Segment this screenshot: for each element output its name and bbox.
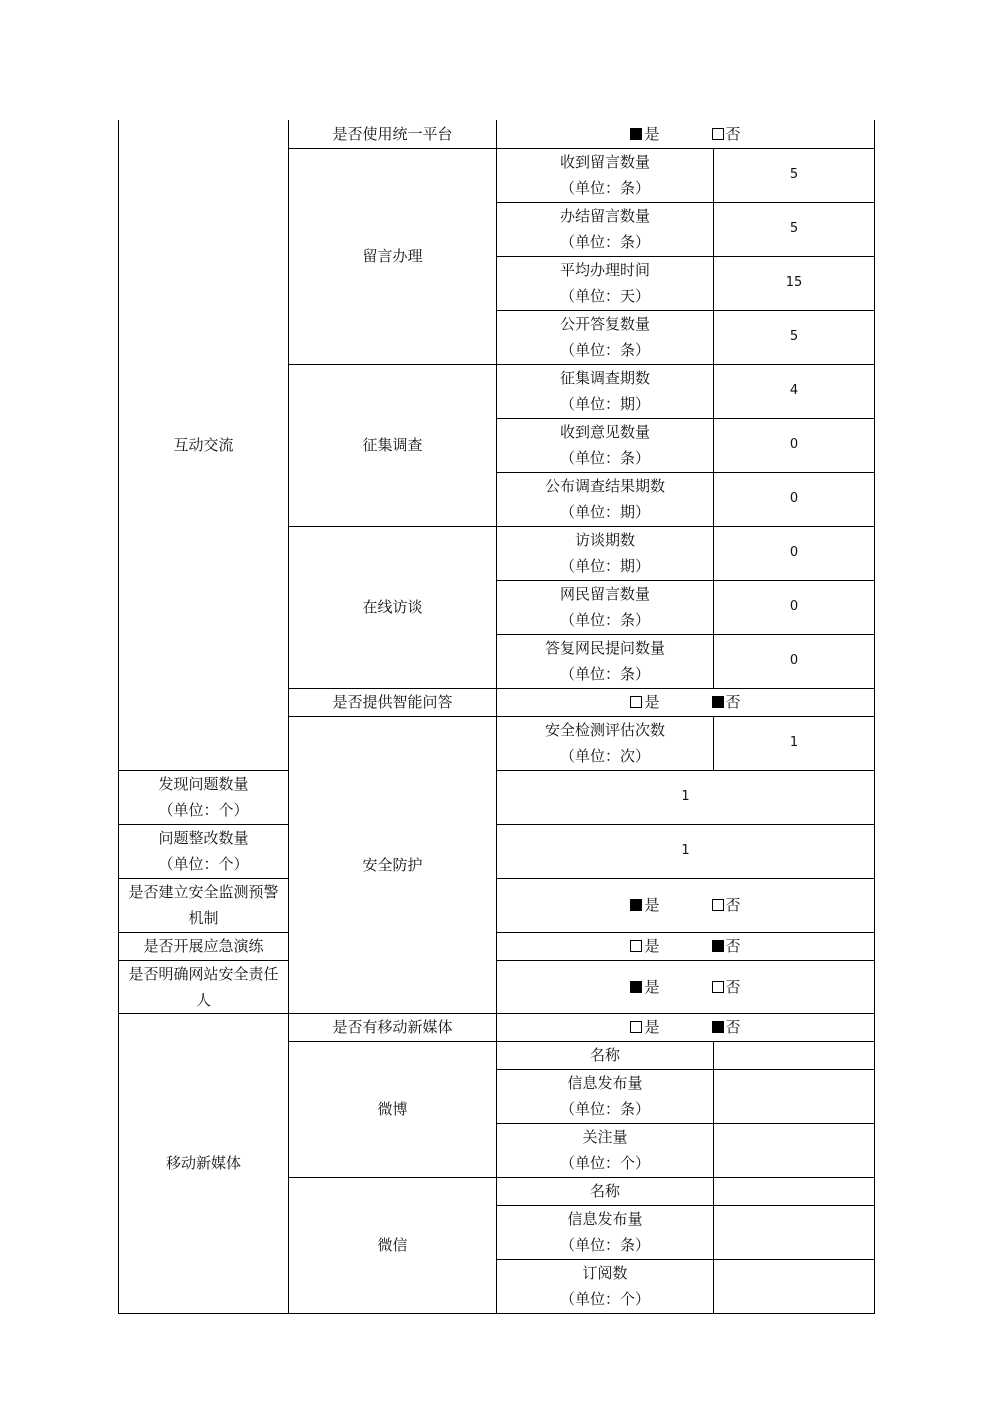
group-interview: 在线访谈 xyxy=(289,526,497,688)
metric-value: 15 xyxy=(714,256,875,310)
checkbox-checked-icon[interactable] xyxy=(712,940,724,952)
weibo-posts-value[interactable] xyxy=(714,1069,875,1123)
metric-label: 公开答复数量 （单位：条） xyxy=(497,310,714,364)
checkbox-checked-icon[interactable] xyxy=(630,128,642,140)
wechat-posts-label: 信息发布量 （单位：条） xyxy=(497,1205,714,1259)
has-media-options: 是 否 xyxy=(497,1013,875,1041)
group-weibo: 微博 xyxy=(289,1041,497,1177)
metric-label: 公布调查结果期数 （单位：期） xyxy=(497,472,714,526)
metric-label: 问题整改数量 （单位：个） xyxy=(119,824,289,878)
wechat-subscribers-label: 订阅数 （单位：个） xyxy=(497,1259,714,1313)
metric-value: 5 xyxy=(714,202,875,256)
checkbox-checked-icon[interactable] xyxy=(630,981,642,993)
metric-label: 收到留言数量 （单位：条） xyxy=(497,148,714,202)
drill-options: 是 否 xyxy=(497,932,875,960)
weibo-followers-value[interactable] xyxy=(714,1123,875,1177)
metric-value: 0 xyxy=(714,418,875,472)
metric-label: 征集调查期数 （单位：期） xyxy=(497,364,714,418)
checkbox-empty-icon[interactable] xyxy=(630,940,642,952)
checkbox-empty-icon[interactable] xyxy=(712,128,724,140)
wechat-name-label: 名称 xyxy=(497,1177,714,1205)
checkbox-empty-icon[interactable] xyxy=(630,1021,642,1033)
metric-value: 0 xyxy=(714,526,875,580)
metric-label: 安全检测评估次数 （单位：次） xyxy=(497,716,714,770)
report-table xyxy=(118,120,875,1314)
metric-value: 0 xyxy=(714,580,875,634)
checkbox-empty-icon[interactable] xyxy=(630,696,642,708)
metric-value: 5 xyxy=(714,148,875,202)
metric-value: 0 xyxy=(714,634,875,688)
has-media-label: 是否有移动新媒体 xyxy=(289,1013,497,1041)
checkbox-empty-icon[interactable] xyxy=(712,899,724,911)
section-security: 安全防护 xyxy=(289,716,497,1013)
weibo-posts-label: 信息发布量 （单位：条） xyxy=(497,1069,714,1123)
owner-label: 是否明确网站安全责任人 xyxy=(119,960,289,1013)
smart-qa-options: 是 否 xyxy=(497,688,875,716)
weibo-name-label: 名称 xyxy=(497,1041,714,1069)
group-messages: 留言办理 xyxy=(289,148,497,364)
checkbox-empty-icon[interactable] xyxy=(712,981,724,993)
unified-platform-label: 是否使用统一平台 xyxy=(289,120,497,148)
checkbox-checked-icon[interactable] xyxy=(712,696,724,708)
section-media: 移动新媒体 xyxy=(119,1013,289,1313)
section-interact: 互动交流 xyxy=(119,120,289,770)
drill-label: 是否开展应急演练 xyxy=(119,932,289,960)
checkbox-checked-icon[interactable] xyxy=(630,899,642,911)
monitor-label: 是否建立安全监测预警机制 xyxy=(119,878,289,932)
metric-value: 0 xyxy=(714,472,875,526)
checkbox-checked-icon[interactable] xyxy=(712,1021,724,1033)
metric-value: 1 xyxy=(714,716,875,770)
group-survey: 征集调查 xyxy=(289,364,497,526)
weibo-name-value[interactable] xyxy=(714,1041,875,1069)
unified-platform-options: 是 否 xyxy=(497,120,875,148)
monitor-options: 是 否 xyxy=(497,878,875,932)
metric-label: 收到意见数量 （单位：条） xyxy=(497,418,714,472)
group-wechat: 微信 xyxy=(289,1177,497,1313)
metric-value: 1 xyxy=(497,824,875,878)
wechat-posts-value[interactable] xyxy=(714,1205,875,1259)
wechat-subscribers-value[interactable] xyxy=(714,1259,875,1313)
metric-label: 答复网民提问数量 （单位：条） xyxy=(497,634,714,688)
metric-label: 网民留言数量 （单位：条） xyxy=(497,580,714,634)
smart-qa-label: 是否提供智能问答 xyxy=(289,688,497,716)
weibo-followers-label: 关注量 （单位：个） xyxy=(497,1123,714,1177)
metric-value: 4 xyxy=(714,364,875,418)
metric-value: 5 xyxy=(714,310,875,364)
metric-label: 发现问题数量 （单位：个） xyxy=(119,770,289,824)
metric-label: 平均办理时间 （单位：天） xyxy=(497,256,714,310)
wechat-name-value[interactable] xyxy=(714,1177,875,1205)
owner-options: 是 否 xyxy=(497,960,875,1013)
metric-value: 1 xyxy=(497,770,875,824)
metric-label: 办结留言数量 （单位：条） xyxy=(497,202,714,256)
metric-label: 访谈期数 （单位：期） xyxy=(497,526,714,580)
